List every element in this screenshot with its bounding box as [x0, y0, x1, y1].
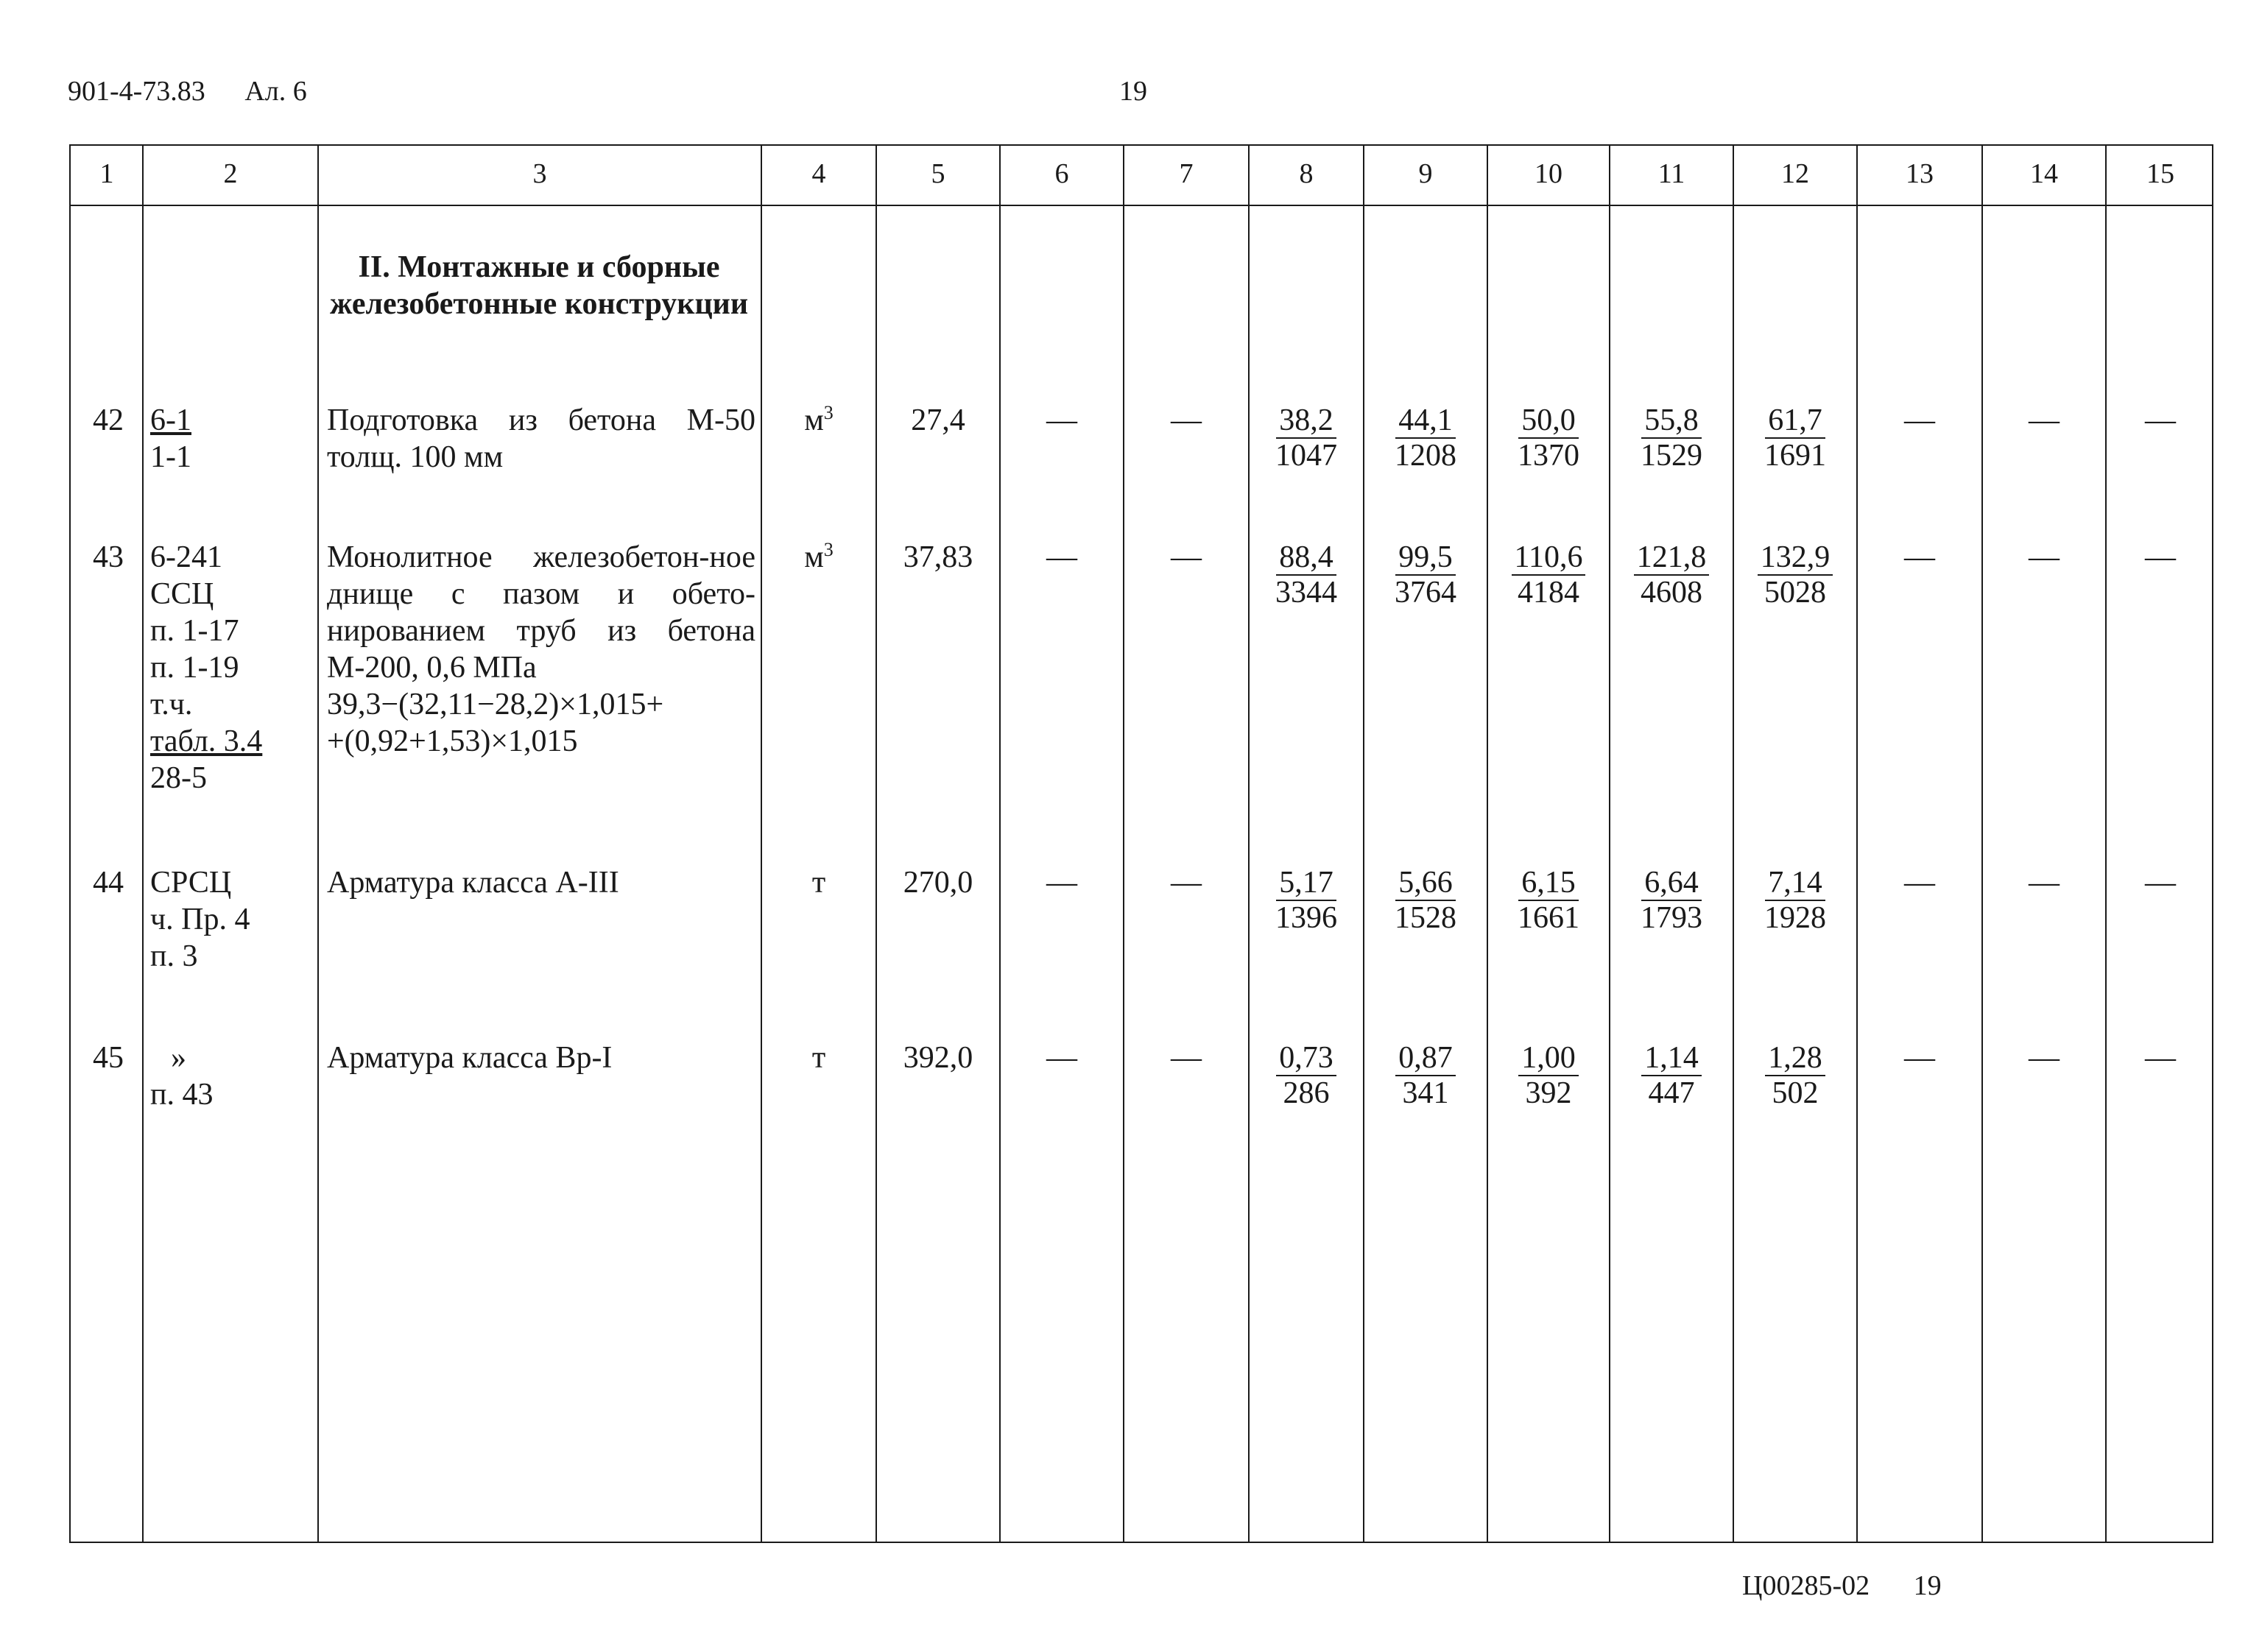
fraction: [1275, 866, 1337, 935]
doc-code: 901-4-73.83: [68, 76, 205, 107]
dash-cell: —: [2145, 403, 2176, 437]
row-description: [327, 402, 755, 476]
column-number-7: 7: [1179, 158, 1194, 189]
reference-text: СРСЦ ч. Пр. 4 п. 3: [150, 866, 250, 973]
fraction: [1395, 403, 1456, 473]
dash-cell: —: [2029, 540, 2060, 574]
row-number: 42: [93, 403, 124, 437]
fraction: [1764, 866, 1826, 935]
unit-exponent: 3: [823, 539, 834, 560]
fraction-numerator: 110,6: [1512, 540, 1586, 576]
dash-cell: —: [1046, 403, 1077, 437]
fraction: [1276, 1041, 1336, 1110]
unit-exponent: 3: [823, 402, 834, 423]
row-number: 43: [93, 540, 124, 574]
fraction-numerator: 5,17: [1276, 866, 1336, 901]
footer-page: 19: [1913, 1570, 1942, 1601]
description-text: Монолитное железобетон-ное днище с пазом и обето-нированием труб из бетона М-200, 0,6 МПа: [327, 540, 755, 685]
fraction-cell: [1733, 1039, 1857, 1110]
column-number-8: 8: [1299, 158, 1314, 189]
row-reference: [150, 864, 312, 975]
dash-cell: —: [1046, 866, 1077, 900]
description-text: Арматура класса А-III: [327, 866, 619, 900]
dash-cell: —: [2145, 1041, 2176, 1075]
reference-text: 1-1: [150, 440, 191, 474]
dash-cell: —: [1171, 403, 1202, 437]
column-divider: [1363, 146, 1364, 1542]
fraction-denominator: 447: [1648, 1076, 1695, 1110]
fraction-cell: [1249, 539, 1364, 610]
quantity: 270,0: [903, 866, 973, 900]
reference-code: 6-1: [150, 403, 191, 437]
fraction: [1395, 866, 1456, 935]
column-number-14: 14: [2030, 158, 2058, 189]
dash-cell: —: [2145, 866, 2176, 900]
unit: м: [804, 403, 824, 437]
unit-cell: [761, 539, 876, 576]
reference-text: п. 43: [150, 1078, 214, 1112]
column-divider: [142, 146, 144, 1542]
column-number-9: 9: [1418, 158, 1433, 189]
dash-cell: —: [1046, 540, 1077, 574]
row-reference: [150, 402, 312, 476]
unit-cell: [761, 864, 876, 901]
column-divider: [1981, 146, 1983, 1542]
ditto-mark: »: [171, 1041, 186, 1075]
fraction: [1764, 403, 1826, 473]
fraction-cell: [1610, 539, 1733, 610]
row-number: 45: [93, 1041, 124, 1075]
footer-code: Ц00285-02: [1742, 1570, 1870, 1601]
fraction-denominator: 1528: [1395, 901, 1456, 935]
column-divider: [1487, 146, 1488, 1542]
dash-cell: —: [1171, 866, 1202, 900]
fraction-numerator: 61,7: [1765, 403, 1825, 439]
reference-table: табл. 3.4: [150, 724, 263, 758]
fraction-numerator: 0,87: [1395, 1041, 1456, 1076]
column-divider: [1123, 146, 1124, 1542]
unit: м: [804, 540, 824, 574]
fraction: [1634, 540, 1710, 610]
fraction-cell: [1733, 864, 1857, 935]
column-divider: [1609, 146, 1610, 1542]
fraction-cell: [1610, 864, 1733, 935]
fraction-numerator: 88,4: [1276, 540, 1336, 576]
dash-cell: —: [2145, 540, 2176, 574]
fraction-numerator: 7,14: [1765, 866, 1825, 901]
fraction: [1395, 540, 1456, 610]
page-number-top: 19: [1119, 76, 1147, 107]
row-description: [327, 539, 755, 760]
fraction-cell: [1487, 864, 1610, 935]
row-description: [327, 864, 755, 901]
unit-cell: [761, 402, 876, 439]
fraction-cell: [1733, 402, 1857, 473]
fraction-denominator: 1370: [1518, 439, 1579, 473]
fraction-denominator: 3764: [1395, 576, 1456, 610]
fraction: [1641, 866, 1702, 935]
dash-cell: —: [2029, 403, 2060, 437]
fraction-numerator: 38,2: [1276, 403, 1336, 439]
dash-cell: —: [1904, 403, 1935, 437]
fraction-denominator: 502: [1772, 1076, 1819, 1110]
fraction-numerator: 5,66: [1395, 866, 1456, 901]
fraction-denominator: 1661: [1518, 901, 1579, 935]
fraction-numerator: 55,8: [1641, 403, 1702, 439]
fraction-cell: [1249, 1039, 1364, 1110]
row-description: [327, 1039, 755, 1076]
column-divider: [1733, 146, 1734, 1542]
column-divider: [2105, 146, 2107, 1542]
dash-cell: —: [1904, 866, 1935, 900]
fraction-denominator: 1208: [1395, 439, 1456, 473]
dash-cell: —: [1046, 1041, 1077, 1075]
column-divider: [999, 146, 1001, 1542]
fraction: [1518, 403, 1579, 473]
fraction-denominator: 1928: [1764, 901, 1826, 935]
column-number-2: 2: [223, 158, 238, 189]
fraction-numerator: 6,64: [1641, 866, 1702, 901]
fraction-denominator: 1396: [1275, 901, 1337, 935]
sheet-label: Ал. 6: [244, 76, 307, 107]
row-number: 44: [93, 866, 124, 900]
fraction-cell: [1364, 1039, 1487, 1110]
fraction-numerator: 1,14: [1641, 1041, 1702, 1076]
unit-cell: [761, 1039, 876, 1076]
column-divider: [761, 146, 762, 1542]
fraction: [1518, 1041, 1579, 1110]
fraction-denominator: 4608: [1641, 576, 1702, 610]
document-footer: [1742, 1570, 1942, 1602]
column-number-12: 12: [1781, 158, 1809, 189]
fraction-numerator: 121,8: [1634, 540, 1710, 576]
fraction-denominator: 1691: [1764, 439, 1826, 473]
fraction-cell: [1364, 539, 1487, 610]
fraction-cell: [1364, 864, 1487, 935]
fraction-numerator: 6,15: [1518, 866, 1579, 901]
row-reference: [150, 539, 312, 797]
fraction-denominator: 286: [1283, 1076, 1330, 1110]
reference-text: 6-241 ССЦ п. 1-17 п. 1-19 т.ч.: [150, 540, 239, 721]
fraction-cell: [1733, 539, 1857, 610]
dash-cell: —: [2029, 1041, 2060, 1075]
column-divider: [1248, 146, 1250, 1542]
fraction-cell: [1487, 1039, 1610, 1110]
quantity: 27,4: [911, 403, 965, 437]
fraction-denominator: 1047: [1275, 439, 1337, 473]
unit: т: [811, 866, 826, 900]
fraction-cell: [1610, 402, 1733, 473]
fraction-denominator: 3344: [1275, 576, 1337, 610]
unit: т: [811, 1041, 826, 1075]
column-number-13: 13: [1906, 158, 1934, 189]
fraction: [1758, 540, 1833, 610]
fraction: [1518, 866, 1579, 935]
dash-cell: —: [1904, 1041, 1935, 1075]
quantity: 37,83: [903, 540, 973, 574]
reference-tail: 28-5: [150, 761, 207, 795]
quantity: 392,0: [903, 1041, 973, 1075]
header-divider: [71, 205, 2212, 206]
column-number-11: 11: [1657, 158, 1685, 189]
dash-cell: —: [1171, 540, 1202, 574]
column-number-10: 10: [1535, 158, 1562, 189]
estimate-table: [69, 144, 2213, 1543]
description-formula: +(0,92+1,53)×1,015: [327, 724, 578, 758]
fraction-numerator: 1,28: [1765, 1041, 1825, 1076]
column-number-1: 1: [99, 158, 114, 189]
fraction: [1275, 540, 1337, 610]
fraction-denominator: 5028: [1764, 576, 1826, 610]
fraction: [1641, 403, 1702, 473]
fraction-numerator: 50,0: [1518, 403, 1579, 439]
fraction-cell: [1249, 402, 1364, 473]
column-divider: [1856, 146, 1858, 1542]
fraction-denominator: 1529: [1641, 439, 1702, 473]
document-header: [68, 75, 307, 107]
fraction-cell: [1249, 864, 1364, 935]
row-reference: [150, 1039, 312, 1113]
fraction-denominator: 341: [1402, 1076, 1449, 1110]
fraction-cell: [1487, 402, 1610, 473]
fraction-numerator: 0,73: [1276, 1041, 1336, 1076]
fraction-numerator: 44,1: [1395, 403, 1456, 439]
dash-cell: —: [1171, 1041, 1202, 1075]
fraction-cell: [1364, 402, 1487, 473]
column-number-15: 15: [2146, 158, 2174, 189]
fraction: [1275, 403, 1337, 473]
column-divider: [317, 146, 319, 1542]
description-formula: 39,3−(32,11−28,2)×1,015+: [327, 688, 664, 721]
column-divider: [875, 146, 877, 1542]
section-title: II. Монтажные и сборные железобетонные конструкции: [329, 250, 749, 321]
fraction-numerator: 1,00: [1518, 1041, 1579, 1076]
fraction: [1512, 540, 1586, 610]
fraction-cell: [1610, 1039, 1733, 1110]
dash-cell: —: [2029, 866, 2060, 900]
column-number-3: 3: [532, 158, 547, 189]
description-text: Подготовка из бетона М-50 толщ. 100 мм: [327, 403, 755, 474]
dash-cell: —: [1904, 540, 1935, 574]
fraction-denominator: 392: [1525, 1076, 1572, 1110]
fraction-numerator: 99,5: [1395, 540, 1456, 576]
fraction: [1765, 1041, 1825, 1110]
fraction-numerator: 132,9: [1758, 540, 1833, 576]
fraction-denominator: 4184: [1517, 576, 1579, 610]
fraction: [1641, 1041, 1702, 1110]
column-number-6: 6: [1054, 158, 1069, 189]
fraction: [1395, 1041, 1456, 1110]
description-text: Арматура класса Вр-I: [327, 1041, 613, 1075]
column-number-5: 5: [931, 158, 945, 189]
column-number-4: 4: [811, 158, 826, 189]
fraction-cell: [1487, 539, 1610, 610]
fraction-denominator: 1793: [1641, 901, 1702, 935]
